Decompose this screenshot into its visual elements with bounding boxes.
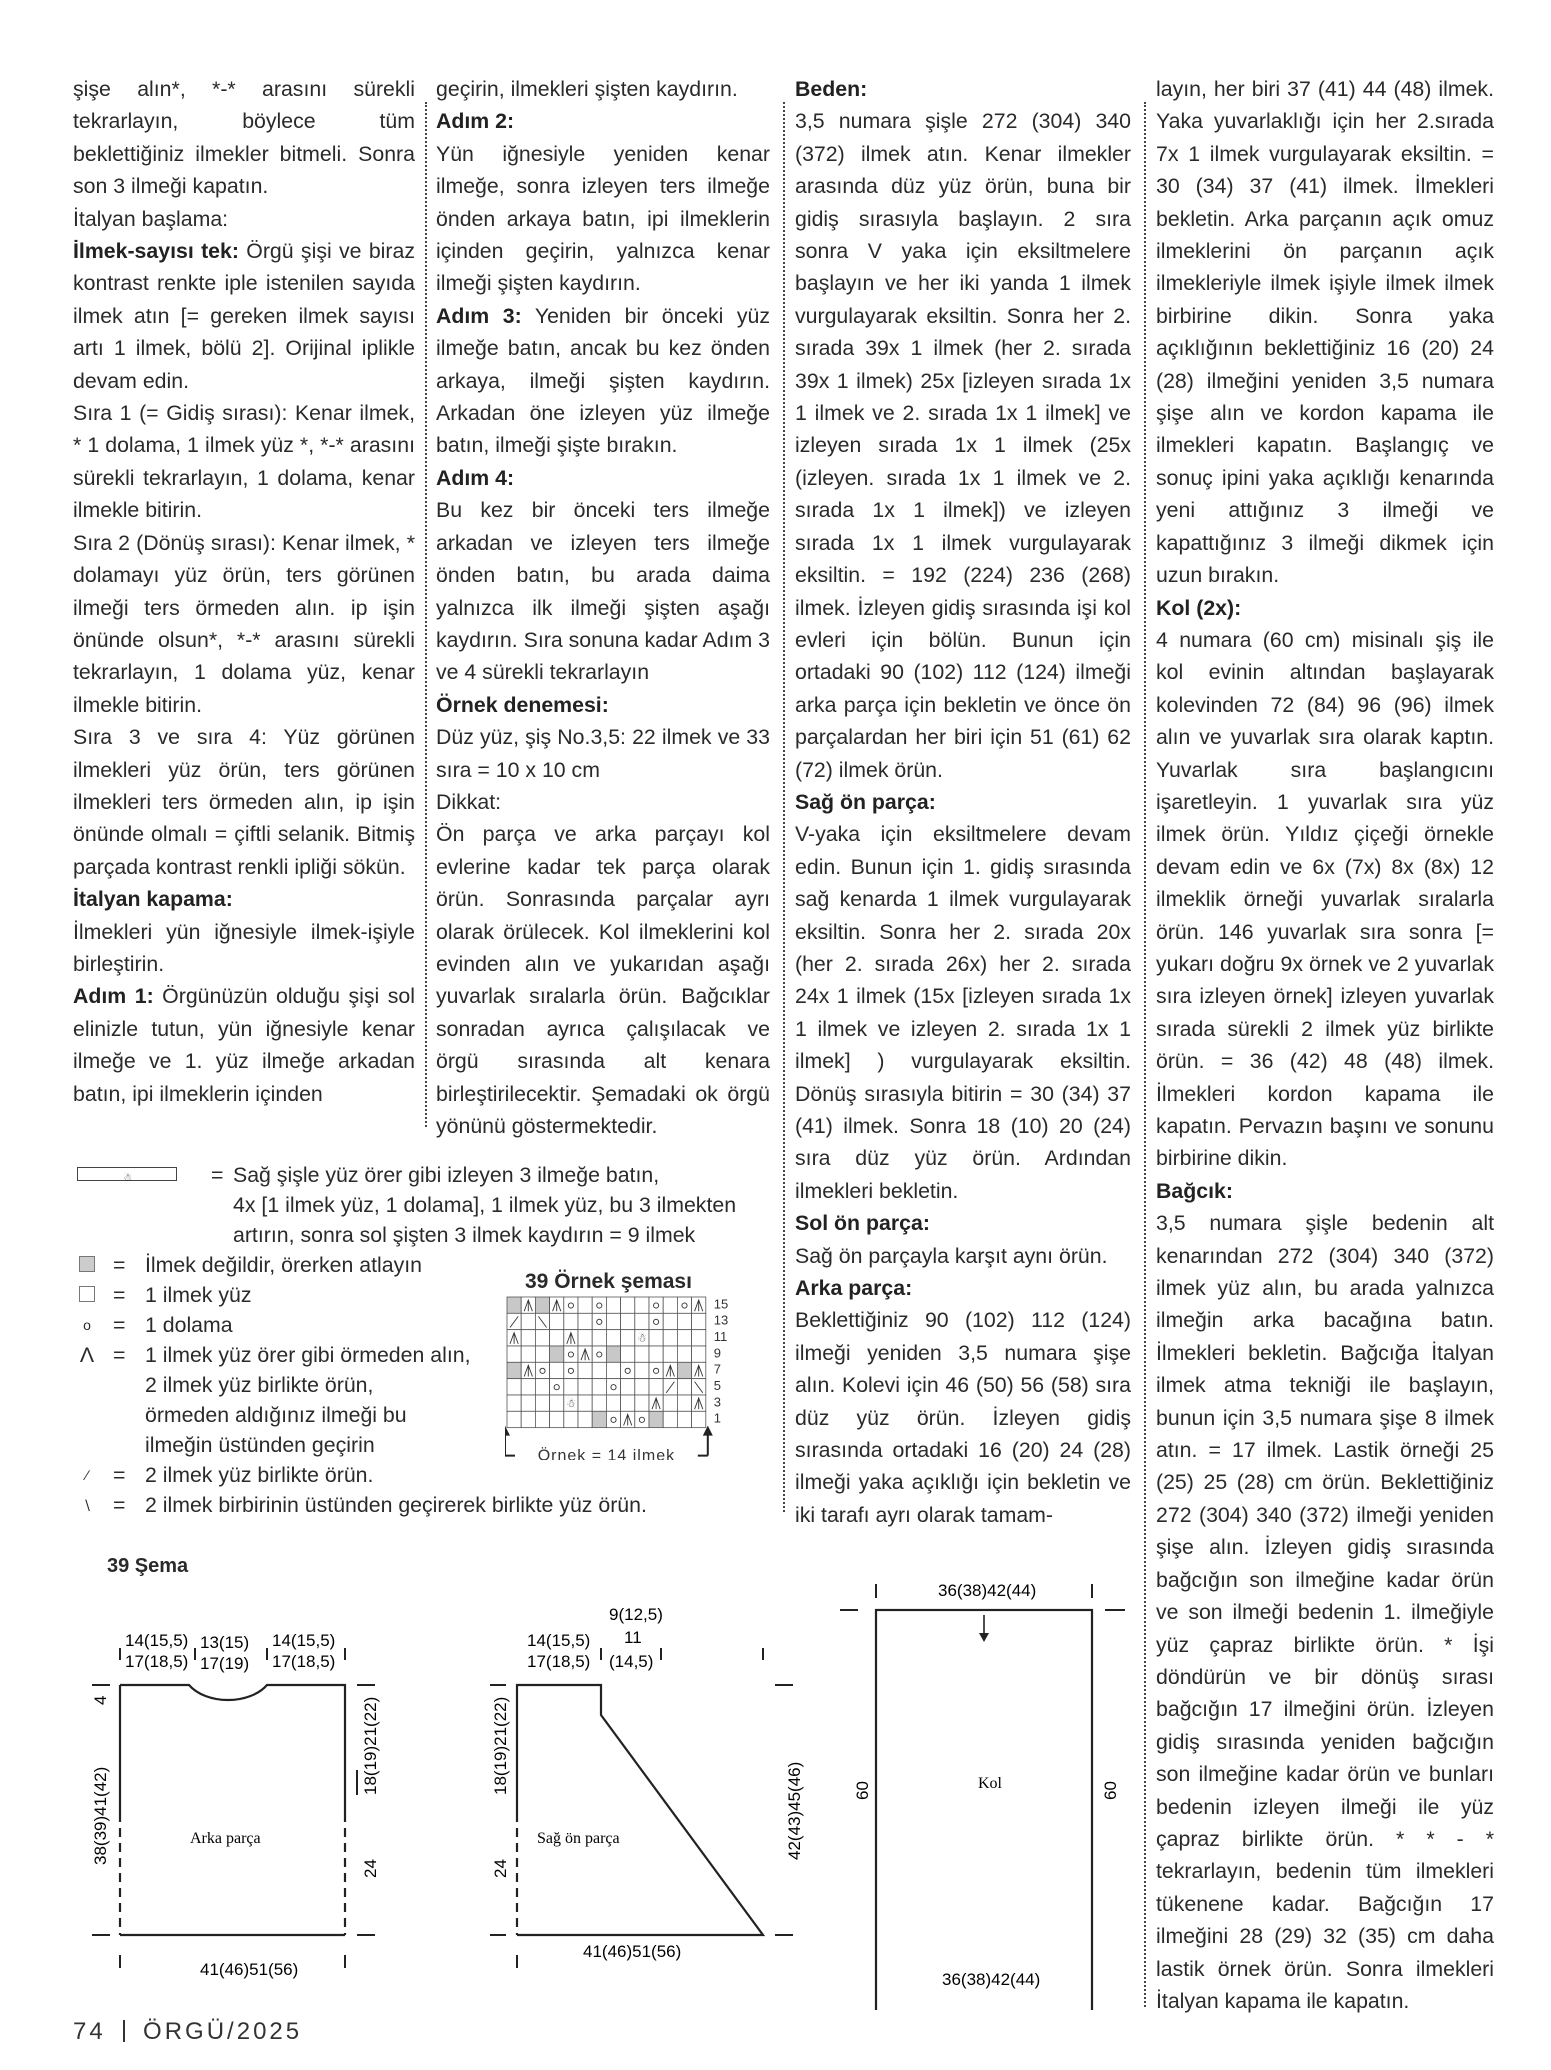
chart-cell bbox=[621, 1346, 635, 1362]
back-dim-right-top: 18(19)21(22) bbox=[361, 1696, 380, 1795]
paragraph bbox=[1156, 1175, 1494, 1207]
chart-cell bbox=[521, 1313, 535, 1329]
chart-cell bbox=[649, 1379, 663, 1395]
paragraph-text: 4 numara (60 cm) misinalı şiş ile kol evinin altından başlayarak kolevinden 72 (84) 96 (96) ilmek alın ve yuvarlak sıra olarak kaptın. Yuvarlak sıra başlangıcını işaretleyin. 1 yuvarlak sıra yüz ilmek örün. Yıldız çiçeği örnekle devam edin ve 6x (7x) 8x (8x) 12 ilmeklik örneği yuvarlak sıralarla örün. 146 yuvarlak sıra sonra [= yukarı doğru 9x örnek ve 2 yuvarlak sıra izleyen örnek] izleyen yuvarlak sırada sürekli 2 ilmek yüz birlikte örün. = 36 (42) 48 (48) ilmek. İlmekleri kordon kapama ile kapatın. Pervazın başını ve sonunu birbirine dikin. bbox=[1156, 627, 1494, 1171]
paragraph bbox=[1156, 73, 1494, 592]
sleeve-diagram bbox=[840, 1584, 1125, 2010]
section-heading: Adım 2: bbox=[436, 109, 515, 134]
paragraph-text: Sıra 2 (Dönüş sırası): Kenar ilmek, * dolamayı yüz örün, ters görünen ilmeği ters örmeden alın. ip işin önünde olsun*, *-* arasını sürekli tekrarlayın, 1 dolama yüz, kenar ilmekle bitirin. bbox=[73, 530, 415, 717]
chart-cell bbox=[677, 1330, 691, 1346]
paragraph bbox=[436, 73, 770, 105]
chart-cell bbox=[677, 1346, 691, 1362]
chart-cell bbox=[592, 1297, 606, 1313]
paragraph bbox=[436, 105, 770, 137]
paragraph-text: Düz yüz, şiş No.3,5: 22 ilmek ve 33 sıra = 10 x 10 cm bbox=[436, 725, 770, 782]
text-column-2 bbox=[436, 73, 770, 1142]
chart-cell bbox=[663, 1330, 677, 1346]
sleeve-label: Kol bbox=[978, 1775, 1002, 1792]
chart-cell bbox=[663, 1346, 677, 1362]
paragraph bbox=[73, 397, 415, 527]
front-dim-left-top: 18(19)21(22) bbox=[491, 1696, 510, 1795]
chart-cell bbox=[550, 1362, 564, 1378]
front-dim-top-right-1: 9(12,5) bbox=[609, 1605, 663, 1624]
back-dim-bottom: 41(46)51(56) bbox=[200, 1960, 299, 1979]
chart-cell bbox=[507, 1362, 521, 1378]
chart-cell bbox=[621, 1362, 635, 1378]
front-dim-top-right-2: 11 bbox=[624, 1628, 642, 1647]
chart-cell bbox=[649, 1346, 663, 1362]
paragraph-text: İlmekleri yün iğnesiyle ilmek-işiyle birleştirin. bbox=[73, 919, 415, 976]
chart-cell bbox=[663, 1297, 677, 1313]
chart-cell bbox=[507, 1346, 521, 1362]
chart-cell bbox=[507, 1379, 521, 1395]
chart-cell bbox=[621, 1395, 635, 1411]
paragraph bbox=[73, 721, 415, 883]
chart-cell bbox=[507, 1411, 521, 1427]
cable-3-icon: ☃ bbox=[77, 1167, 177, 1181]
chart-cell bbox=[592, 1379, 606, 1395]
paragraph-text: 3,5 numara şişle bedenin alt kenarından 272 (304) 340 (372) ilmek yüz alın, bu arada yalnızca ilmeğin arka bacağına batın. İlmekleri bekletin. Bağcığa İtalyan ilmek atma tekniği ile başlayın, bunun için 3,5 numara şişe 8 ilmek atın. = 17 ilmek. Lastik örneği 25 (25) 25 (28) cm örün. Beklettiğiniz 272 (304) 340 (372) ilmeği yeniden şişe alın. İzleyen gidiş sırasında bağcığın son ilmeğine kadar örün ve son ilmeği bedenin 1. ilmeğiyle yüz çapraz birlikte örün. * İşi döndürün ve bir dönüş sırası bağcığın 17 ilmeğini örün. İzleyen gidiş sırasında yeniden bağcığın son ilmeğine kadar örün ve bunları bedenin izleyen ilmeği ile yüz çapraz birlikte örün. * * - * tekrarlayın, bedenin tüm ilmekleri tükenene kadar. Bağcığın 17 ilmeğini 28 (29) 32 (35) cm daha lastik örnek örün. Sonra ilmekleri İtalyan kapama ile kapatın. bbox=[1156, 1211, 1494, 2013]
double-decrease-icon: Λ bbox=[79, 1343, 95, 1367]
paragraph bbox=[795, 1240, 1131, 1272]
publication-name: ÖRGÜ/2025 bbox=[143, 2018, 303, 2045]
paragraph-text: Ön parça ve arka parçayı kol evlerine kadar tek parça olarak örün. Sonrasında parçalar ayrı olarak örülecek. Kol ilmeklerini kol evinden alın ve yukarıdan aşağı yuvarlak sıralarla örün. Bağcıklar sonradan ayrıca çalışılacak ve örgü sırasında alt kenara birleştirilecektir. Şemadaki ok örgü yönünü göstermektedir. bbox=[436, 822, 770, 1138]
chart-cell bbox=[521, 1330, 535, 1346]
cable-mark: ☃ bbox=[565, 1398, 576, 1411]
front-dim-top-left-1: 14(15,5) bbox=[527, 1631, 591, 1650]
chart-cell bbox=[564, 1362, 578, 1378]
chart-cell bbox=[564, 1313, 578, 1329]
row-number-label: 11 bbox=[713, 1329, 728, 1345]
chart-cell bbox=[649, 1411, 663, 1427]
chart-cell bbox=[535, 1411, 549, 1427]
chart-cell bbox=[592, 1346, 606, 1362]
chart-cell bbox=[592, 1330, 606, 1346]
chart-cell bbox=[535, 1395, 549, 1411]
chart-cell bbox=[592, 1313, 606, 1329]
paragraph bbox=[795, 1272, 1131, 1304]
paragraph bbox=[436, 462, 770, 494]
front-piece-diagram bbox=[490, 1648, 793, 1968]
pattern-chart bbox=[505, 1295, 775, 1460]
paragraph bbox=[795, 1207, 1131, 1239]
section-heading: İtalyan kapama: bbox=[73, 887, 233, 912]
back-piece-diagram bbox=[92, 1648, 375, 1968]
chart-cell bbox=[692, 1330, 706, 1346]
chart-cell bbox=[621, 1313, 635, 1329]
chart-cell bbox=[578, 1395, 592, 1411]
paragraph-text: Yeniden bir önceki yüz ilmeğe batın, ancak bu kez önden arkaya, ilmeği şişten kaydırın. Arkadan öne izleyen yüz ilmeğe batın, ilmeği şişte bırakın. bbox=[436, 303, 770, 458]
section-heading: Sağ ön parça: bbox=[795, 789, 936, 814]
chart-cell bbox=[535, 1297, 549, 1313]
chart-cell bbox=[550, 1330, 564, 1346]
chart-cell bbox=[592, 1362, 606, 1378]
paragraph-text: Dikkat: bbox=[436, 789, 502, 814]
chart-cell bbox=[535, 1346, 549, 1362]
left-slant-icon: ∖ bbox=[82, 1497, 92, 1513]
chart-cell bbox=[621, 1379, 635, 1395]
paragraph-text: şişe alın*, *-* arasını sürekli tekrarlayın, böylece tüm beklettiğiniz ilmekler bitmeli. Sonra son 3 ilmeği kapatın. bbox=[73, 77, 415, 199]
section-heading: Sol ön parça: bbox=[795, 1211, 930, 1236]
section-heading: Adım 1: bbox=[73, 984, 154, 1009]
paragraph bbox=[1156, 592, 1494, 624]
chart-cell bbox=[521, 1411, 535, 1427]
paragraph-text: geçirin, ilmekleri şişten kaydırın. bbox=[436, 77, 738, 101]
front-piece-label: Sağ ön parça bbox=[537, 1830, 620, 1847]
chart-cell bbox=[550, 1379, 564, 1395]
chart-cell bbox=[677, 1379, 691, 1395]
chart-cell bbox=[535, 1379, 549, 1395]
chart-cell bbox=[635, 1297, 649, 1313]
paragraph bbox=[436, 721, 770, 786]
section-heading: Bağcık: bbox=[1156, 1178, 1233, 1203]
chart-cell bbox=[578, 1313, 592, 1329]
chart-cell bbox=[677, 1411, 691, 1427]
paragraph-text: Beklettiğiniz 90 (102) 112 (124) ilmeği yeniden 3,5 numara şişe alın. Kolevi için 46 (50) 56 (58) sıra düz yüz örün. İzleyen gidiş sırasında ortadaki 16 (20) 24 (28) ilmeği yaka açıklığı için bekletin ve iki tarafı ayrı olarak tamam- bbox=[795, 1308, 1131, 1527]
paragraph bbox=[73, 980, 415, 1110]
chart-cell bbox=[635, 1379, 649, 1395]
chart-cell bbox=[578, 1411, 592, 1427]
paragraph bbox=[1156, 624, 1494, 1175]
paragraph bbox=[73, 73, 415, 203]
chart-cell bbox=[592, 1395, 606, 1411]
back-dim-top-mid-1: 13(15) bbox=[200, 1633, 250, 1652]
paragraph-text: Sıra 3 ve sıra 4: Yüz görünen ilmekleri yüz örün, ters görünen ilmekleri ters örmeden alın, ip işin önünde olmalı = çiftli selanik. Bitmiş parçada kontrast renkli ipliği sökün. bbox=[73, 725, 415, 879]
chart-cell bbox=[649, 1313, 663, 1329]
section-heading: Kol (2x): bbox=[1156, 595, 1242, 620]
chart-cell bbox=[649, 1297, 663, 1313]
back-piece-label: Arka parça bbox=[190, 1830, 261, 1847]
paragraph bbox=[795, 818, 1131, 1207]
chart-cell bbox=[507, 1297, 521, 1313]
chart-cell bbox=[663, 1411, 677, 1427]
back-dim-left: 38(39)41(42) bbox=[91, 1766, 110, 1865]
paragraph bbox=[795, 73, 1131, 105]
paragraph bbox=[436, 494, 770, 688]
paragraph-text: Sağ ön parçayla karşıt aynı örün. bbox=[795, 1243, 1108, 1268]
row-number-label: 1 bbox=[713, 1410, 722, 1426]
sleeve-dim-right: 60 bbox=[1101, 1781, 1120, 1800]
back-dim-top-left-1: 14(15,5) bbox=[125, 1631, 189, 1650]
paragraph-text: Örgünüzün olduğu şişi sol elinizle tutun, yün iğnesiyle kenar ilmeğe ve 1. yüz ilmeğe arkadan batın, ipi ilmeklerin içinden bbox=[73, 984, 415, 1106]
paragraph bbox=[73, 203, 415, 235]
chart-cell bbox=[564, 1297, 578, 1313]
chart-cell bbox=[521, 1379, 535, 1395]
chart-cell bbox=[578, 1297, 592, 1313]
chart-cell bbox=[692, 1313, 706, 1329]
back-dim-top-right-2: 17(18,5) bbox=[272, 1652, 336, 1671]
back-dim-right-bottom: 24 bbox=[361, 1859, 380, 1878]
circle-icon: o bbox=[83, 1317, 91, 1333]
chart-cell bbox=[578, 1330, 592, 1346]
chart-cell bbox=[550, 1411, 564, 1427]
chart-cell bbox=[592, 1411, 606, 1427]
paragraph bbox=[73, 527, 415, 721]
paragraph bbox=[73, 883, 415, 915]
chart-cell bbox=[692, 1411, 706, 1427]
front-dim-left-bottom: 24 bbox=[491, 1859, 510, 1878]
sleeve-dim-left: 60 bbox=[853, 1781, 872, 1800]
schema-title: 39 Şema bbox=[107, 1555, 189, 1577]
paragraph bbox=[436, 300, 770, 462]
paragraph bbox=[1156, 1207, 1494, 2017]
paragraph-text: V-yaka için eksiltmelere devam edin. Bunun için 1. gidiş sırasında sağ kenarda 1 ilmek vurgulayarak eksiltin. Sonra her 2. sırada 20x (her 2. sırada 26x) her 2. sırada 24x 1 ilmek (15x [izleyen sırada 1x 1 ilmek ve izleyen 2. sırada 1x 1 ilmek] ) vurgulayarak eksiltin. Dönüş sırasıyla bitirin = 30 (34) 37 (41) ilmek. Sonra 18 (10) 20 (24) sıra düz yüz örün. Ardından ilmekleri bekletin. bbox=[795, 822, 1131, 1203]
back-dim-top-left-2: 17(18,5) bbox=[125, 1652, 189, 1671]
garment-schematic bbox=[0, 1570, 1150, 2010]
chart-cell bbox=[663, 1313, 677, 1329]
chart-cell bbox=[535, 1362, 549, 1378]
row-number-label: 7 bbox=[713, 1361, 722, 1377]
back-dim-top-mid-2: 17(19) bbox=[200, 1654, 250, 1673]
chart-cell bbox=[564, 1411, 578, 1427]
paragraph bbox=[436, 138, 770, 300]
row-number-label: 15 bbox=[713, 1296, 729, 1312]
chart-cell bbox=[564, 1346, 578, 1362]
paragraph bbox=[73, 916, 415, 981]
paragraph-text: İtalyan başlama: bbox=[73, 206, 229, 231]
empty-square-icon bbox=[77, 1280, 97, 1310]
chart-cell bbox=[521, 1346, 535, 1362]
row-number-label: 5 bbox=[713, 1378, 722, 1394]
paragraph bbox=[436, 818, 770, 1142]
row-number-label: 13 bbox=[713, 1312, 729, 1328]
chart-cell bbox=[578, 1379, 592, 1395]
chart-cell bbox=[550, 1395, 564, 1411]
knit-direction-arrow-icon bbox=[979, 1633, 989, 1642]
paragraph-text: layın, her biri 37 (41) 44 (48) ilmek. Yaka yuvarlaklığı için her 2.sırada 7x 1 ilmek vurgulayarak eksiltin. = 30 (34) 37 (41) ilmek. İlmekleri bekletin. Arka parçanın açık omuz ilmeklerini ön parçanın açık ilmekleriyle ilmek işiyle ilmek ilmek birbirine dikin. Sonra yaka açıklığının beklettiğiniz 16 (20) 24 (28) ilmeğini yeniden 3,5 numara şişe alın ve kordon kapama ile ilmekleri kapatın. Başlangıç ve sonuç ipini yaka açıklığı kenarında yeni attığınız 3 ilmeği ve kapattığınız 3 ilmeği dikmek için uzun bırakın. bbox=[1156, 77, 1494, 588]
chart-cell bbox=[550, 1346, 564, 1362]
chart-cell bbox=[507, 1395, 521, 1411]
front-dim-top-right-3: (14,5) bbox=[609, 1652, 654, 1671]
paragraph bbox=[436, 689, 770, 721]
sleeve-dim-top: 36(38)42(44) bbox=[938, 1581, 1037, 1600]
chart-cell bbox=[649, 1362, 663, 1378]
section-heading: İlmek-sayısı tek: bbox=[73, 239, 239, 264]
pattern-chart-title: 39 Örnek şeması bbox=[525, 1270, 692, 1293]
paragraph-text: 3,5 numara şişle 272 (304) 340 (372) ilmek atın. Kenar ilmekler arasında düz yüz örün, buna bir gidiş sırasıyla başlayın. 2 sıra sonra V yaka için eksiltmelere başlayın ve her iki yanda 1 ilmek vurgulayarak eksiltin. Sonra her 2. sırada 39x 1 ilmek (her 2. sırada 39x 1 ilmek) 25x [izleyen sırada 1x 1 ilmek ve 2. sırada 1x 1 ilmek] ve izleyen sırada 1x 1 ilmek (25x (izleyen. sırada 1x 1 ilmek ve 2. sırada 1x 1 ilmek]) ve izleyen sırada 1x 1 ilmek vurgulayarak eksiltin. = 192 (224) 236 (268) ilmek. İzleyen gidiş sırasında işi kol evleri için bölün. Bunun için ortadaki 90 (102) 112 (124) ilmeği arka parça için bekletin ve önce ön parçalardan her biri için 51 (61) 62 (72) ilmek örün. bbox=[795, 109, 1131, 782]
chart-cell bbox=[606, 1411, 620, 1427]
chart-cell bbox=[621, 1297, 635, 1313]
chart-cell bbox=[677, 1395, 691, 1411]
chart-cell bbox=[677, 1362, 691, 1378]
chart-cell bbox=[663, 1395, 677, 1411]
column-divider bbox=[425, 102, 427, 1127]
chart-cell bbox=[564, 1379, 578, 1395]
page-footer bbox=[73, 2018, 302, 2046]
footer-divider bbox=[123, 2020, 125, 2042]
page-number: 74 bbox=[73, 2018, 106, 2045]
paragraph-text: Sıra 1 (= Gidiş sırası): Kenar ilmek, * 1 dolama, 1 ilmek yüz *, *-* arasını sürekli tekrarlayın, 1 dolama, kenar ilmekle bitirin. bbox=[73, 401, 415, 523]
paragraph bbox=[795, 105, 1131, 786]
chart-cell bbox=[550, 1313, 564, 1329]
chart-cell bbox=[635, 1395, 649, 1411]
right-slant-icon: ∕ bbox=[85, 1467, 89, 1483]
section-heading: Beden: bbox=[795, 77, 868, 101]
chart-cell bbox=[635, 1362, 649, 1378]
chart-cell bbox=[606, 1330, 620, 1346]
text-column-3 bbox=[795, 73, 1131, 1531]
paragraph bbox=[73, 235, 415, 397]
column-divider bbox=[783, 102, 785, 1512]
repeat-label: Örnek = 14 ilmek bbox=[537, 1447, 676, 1460]
front-dim-right: 42(43)45(46) bbox=[785, 1761, 804, 1860]
text-column-4 bbox=[1156, 73, 1494, 2017]
chart-cell bbox=[677, 1297, 691, 1313]
row-number-label: 3 bbox=[713, 1394, 722, 1410]
paragraph-text: Bu kez bir önceki ters ilmeğe arkadan ve izleyen ters ilmeğe önden batın, bu arada daima yalnızca ilk ilmeği şişten aşağı kaydırın. Sıra sonuna kadar Adım 3 ve 4 sürekli tekrarlayın bbox=[436, 498, 770, 685]
chart-cell bbox=[606, 1362, 620, 1378]
paragraph bbox=[795, 1304, 1131, 1531]
section-heading: Arka parça: bbox=[795, 1276, 913, 1301]
sleeve-dim-bottom: 36(38)42(44) bbox=[942, 1970, 1041, 1989]
gray-square-icon bbox=[77, 1250, 97, 1280]
chart-cell bbox=[635, 1346, 649, 1362]
front-dim-bottom: 41(46)51(56) bbox=[583, 1942, 682, 1961]
chart-cell bbox=[578, 1362, 592, 1378]
chart-cell bbox=[677, 1313, 691, 1329]
section-heading: Örnek denemesi: bbox=[436, 692, 609, 717]
paragraph bbox=[436, 786, 770, 818]
row-number-label: 9 bbox=[713, 1345, 722, 1361]
chart-cell bbox=[649, 1330, 663, 1346]
chart-cell bbox=[635, 1313, 649, 1329]
chart-cell bbox=[606, 1379, 620, 1395]
chart-cell bbox=[606, 1346, 620, 1362]
chart-cell bbox=[606, 1313, 620, 1329]
section-heading: Adım 4: bbox=[436, 465, 515, 490]
text-column-1 bbox=[73, 73, 415, 1110]
chart-cell bbox=[692, 1346, 706, 1362]
paragraph-text: Örgü şişi ve biraz kontrast renkte iple istenilen sayıda ilmek atın [= gereken ilmek sayısı artı 1 ilmek, bölü 2]. Orijinal iplikle devam edin. bbox=[73, 239, 415, 393]
chart-cell bbox=[621, 1330, 635, 1346]
back-dim-top-right-1: 14(15,5) bbox=[272, 1631, 336, 1650]
chart-cell bbox=[606, 1297, 620, 1313]
paragraph bbox=[795, 786, 1131, 818]
chart-cell bbox=[606, 1395, 620, 1411]
chart-cell bbox=[521, 1395, 535, 1411]
chart-cell bbox=[635, 1411, 649, 1427]
chart-cell bbox=[535, 1330, 549, 1346]
paragraph-text: Yün iğnesiyle yeniden kenar ilmeğe, sonra izleyen ters ilmeğe önden arkaya batın, ipi ilmeklerin içinden geçirin, yalnızca kenar ilmeği şişten kaydırın. bbox=[436, 141, 770, 296]
cable-mark: ☃ bbox=[636, 1332, 647, 1345]
section-heading: Adım 3: bbox=[436, 303, 522, 328]
back-dim-left-top: 4 bbox=[91, 1695, 110, 1705]
front-dim-top-left-2: 17(18,5) bbox=[527, 1652, 591, 1671]
